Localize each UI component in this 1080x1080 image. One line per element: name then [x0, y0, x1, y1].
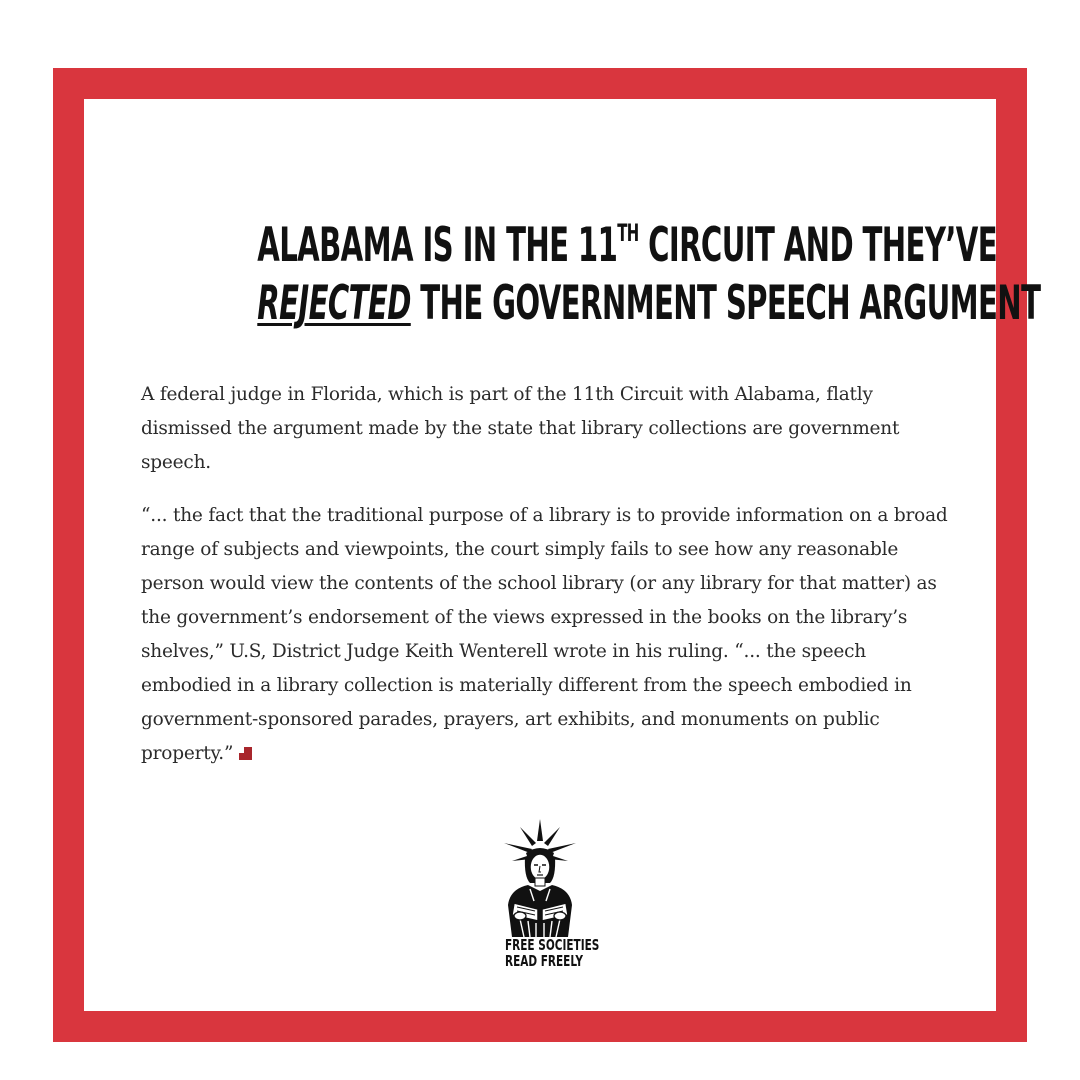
- headline-emphasis: REJECTED: [257, 276, 411, 331]
- logo-line-2: READ FREELY: [505, 952, 584, 970]
- logo: [490, 819, 600, 979]
- headline-line-1: [257, 217, 997, 275]
- headline-text-a: ALABAMA IS IN THE 11: [257, 218, 618, 273]
- paragraph-intro: A federal judge in Florida, which is part of the 11th Circuit with Alabama, flatly dismissed the argument made by the state that library collections are government speech.: [141, 384, 900, 473]
- logo-line-1: FREE SOCIETIES: [505, 936, 600, 954]
- headline-text-b: CIRCUIT AND THEY’VE: [638, 218, 997, 273]
- content-panel: [84, 99, 1041, 1011]
- end-mark-icon: [239, 747, 252, 760]
- red-border-frame: [53, 68, 1041, 1042]
- headline-text-c: THE GOVERNMENT SPEECH ARGUMENT: [410, 276, 1041, 331]
- statue-of-liberty-reading-icon: [490, 819, 590, 937]
- headline-line-2: [257, 275, 1041, 333]
- logo-wordmark: [505, 936, 600, 970]
- headline-superscript: TH: [617, 219, 639, 247]
- quote-text: “... the fact that the traditional purpose of a library is to provide information on a broad range of subjects and viewpoints, the court simply fails to see how any reasonable person would view the contents of the school library (or any library for that matter) as the government’s endorsement of the views expressed in the books on the library’s shelves,” U.S, District Judge Keith Wenterell wrote in his ruling. “... the speech embodied in a library collection is materially different from the speech embodied in government-sponsored parades, prayers, art exhibits, and monuments on public property.”: [141, 505, 948, 764]
- article-body: [141, 378, 951, 790]
- paragraph-quote: [141, 499, 951, 771]
- headline: [257, 217, 1041, 333]
